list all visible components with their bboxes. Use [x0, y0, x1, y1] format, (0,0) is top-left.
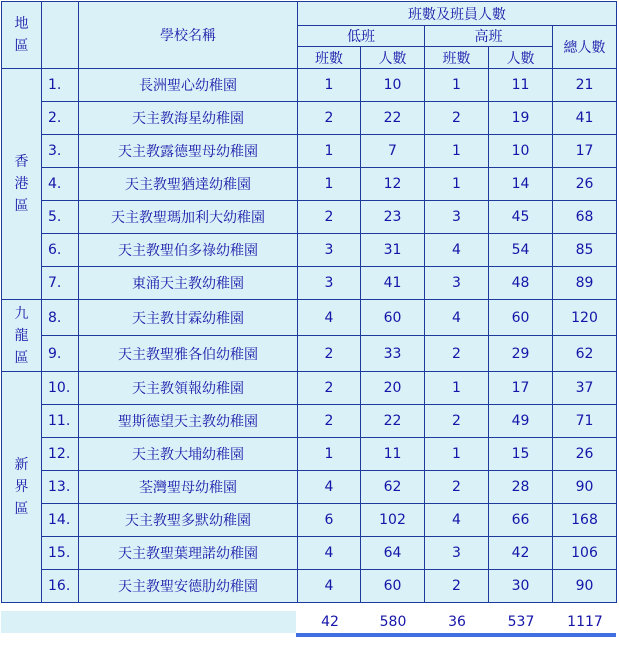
- row-number: 11.: [42, 405, 79, 438]
- row-number: 9.: [42, 336, 79, 372]
- table-row: [2, 135, 617, 168]
- region-cell: 九 龍 區: [2, 300, 42, 372]
- low-students: 20: [361, 372, 425, 405]
- high-students: 17: [489, 372, 553, 405]
- row-number: 10.: [42, 372, 79, 405]
- high-students: 42: [489, 537, 553, 570]
- row-number: 6.: [42, 234, 79, 267]
- low-classes: 2: [298, 405, 361, 438]
- table-row: [2, 234, 617, 267]
- high-classes: 1: [425, 372, 489, 405]
- school-name-header: 學校名稱: [79, 2, 298, 69]
- low-students: 62: [361, 471, 425, 504]
- table-row: [2, 471, 617, 504]
- region-cell: 新 界 區: [2, 372, 42, 603]
- low-classes: 4: [298, 300, 361, 336]
- row-number: 3.: [42, 135, 79, 168]
- low-classes: 1: [298, 168, 361, 201]
- low-classes: 3: [298, 267, 361, 300]
- total-students: 90: [553, 570, 617, 603]
- low-classes: 1: [298, 135, 361, 168]
- total-students: 85: [553, 234, 617, 267]
- table-row: [2, 537, 617, 570]
- low-students: 22: [361, 102, 425, 135]
- region-cell: 香 港 區: [2, 69, 42, 300]
- low-students: 7: [361, 135, 425, 168]
- total-students: 62: [553, 336, 617, 372]
- low-classes: 2: [298, 201, 361, 234]
- total-students: 120: [553, 300, 617, 336]
- totals-row: [298, 611, 616, 633]
- grand-total: 1117: [567, 614, 603, 630]
- table-row: [2, 405, 617, 438]
- row-number: 5.: [42, 201, 79, 234]
- total-students: 26: [553, 438, 617, 471]
- bottom-accent-bar: [296, 633, 616, 637]
- school-name: 天主教聖雅各伯幼稚園: [79, 336, 298, 372]
- kindergarten-table: [1, 1, 617, 603]
- low-classes: 6: [298, 504, 361, 537]
- table-row: [2, 300, 617, 336]
- total-students: 90: [553, 471, 617, 504]
- school-name: 天主教海星幼稚園: [79, 102, 298, 135]
- high-classes: 1: [425, 168, 489, 201]
- upper-student-count-header: 人數: [489, 47, 553, 69]
- row-number-header: [42, 2, 79, 69]
- high-classes: 1: [425, 135, 489, 168]
- high-classes: 4: [425, 504, 489, 537]
- low-students: 64: [361, 537, 425, 570]
- high-students: 29: [489, 336, 553, 372]
- table-row: [2, 372, 617, 405]
- table-row: [2, 267, 617, 300]
- low-students: 12: [361, 168, 425, 201]
- school-name: 天主教聖多默幼稚園: [79, 504, 298, 537]
- high-classes: 3: [425, 201, 489, 234]
- total-students: 37: [553, 372, 617, 405]
- low-students: 41: [361, 267, 425, 300]
- total-low-students: 580: [379, 614, 407, 630]
- total-students: 89: [553, 267, 617, 300]
- school-name: 東涌天主教幼稚園: [79, 267, 298, 300]
- high-students: 10: [489, 135, 553, 168]
- region-header: 地 區: [2, 2, 42, 69]
- high-students: 30: [489, 570, 553, 603]
- low-students: 102: [361, 504, 425, 537]
- classes-and-students-header: 班數及班員人數: [298, 2, 617, 26]
- school-name: 天主教聖葉理諾幼稚園: [79, 537, 298, 570]
- total-high-students: 537: [507, 614, 535, 630]
- low-classes: 2: [298, 372, 361, 405]
- table-body: [2, 69, 617, 603]
- high-classes: 1: [425, 69, 489, 102]
- high-students: 28: [489, 471, 553, 504]
- row-number: 8.: [42, 300, 79, 336]
- high-students: 11: [489, 69, 553, 102]
- total-students: 168: [553, 504, 617, 537]
- low-students: 60: [361, 300, 425, 336]
- low-students: 60: [361, 570, 425, 603]
- row-number: 1.: [42, 69, 79, 102]
- school-name: 天主教大埔幼稚園: [79, 438, 298, 471]
- table-row: [2, 438, 617, 471]
- totals-blank-strip: [1, 611, 296, 633]
- school-name: 天主教聖安德肋幼稚園: [79, 570, 298, 603]
- total-students-header: 總人數: [553, 26, 617, 69]
- table-row: [2, 336, 617, 372]
- table-row: [2, 168, 617, 201]
- low-students: 22: [361, 405, 425, 438]
- total-students: 26: [553, 168, 617, 201]
- table-row: [2, 504, 617, 537]
- row-number: 7.: [42, 267, 79, 300]
- high-classes: 3: [425, 267, 489, 300]
- high-students: 49: [489, 405, 553, 438]
- table-row: [2, 102, 617, 135]
- row-number: 13.: [42, 471, 79, 504]
- high-students: 19: [489, 102, 553, 135]
- total-students: 106: [553, 537, 617, 570]
- row-number: 12.: [42, 438, 79, 471]
- low-classes: 1: [298, 438, 361, 471]
- high-classes: 2: [425, 102, 489, 135]
- total-students: 17: [553, 135, 617, 168]
- total-students: 71: [553, 405, 617, 438]
- school-name: 天主教聖瑪加利大幼稚園: [79, 201, 298, 234]
- row-number: 16.: [42, 570, 79, 603]
- total-high-classes: 36: [448, 614, 466, 630]
- row-number: 2.: [42, 102, 79, 135]
- row-number: 14.: [42, 504, 79, 537]
- school-name: 天主教聖伯多祿幼稚園: [79, 234, 298, 267]
- school-name: 長洲聖心幼稚園: [79, 69, 298, 102]
- low-students: 10: [361, 69, 425, 102]
- high-classes: 1: [425, 438, 489, 471]
- low-classes: 2: [298, 102, 361, 135]
- table-row: [2, 69, 617, 102]
- low-students: 11: [361, 438, 425, 471]
- high-students: 14: [489, 168, 553, 201]
- low-classes: 3: [298, 234, 361, 267]
- high-classes: 2: [425, 405, 489, 438]
- low-students: 31: [361, 234, 425, 267]
- school-name: 天主教甘霖幼稚園: [79, 300, 298, 336]
- total-students: 21: [553, 69, 617, 102]
- total-students: 68: [553, 201, 617, 234]
- school-name: 天主教領報幼稚園: [79, 372, 298, 405]
- low-classes: 4: [298, 537, 361, 570]
- lower-class-count-header: 班數: [298, 47, 361, 69]
- high-students: 54: [489, 234, 553, 267]
- school-name: 聖斯德望天主教幼稚園: [79, 405, 298, 438]
- low-classes: 4: [298, 570, 361, 603]
- low-students: 23: [361, 201, 425, 234]
- low-classes: 1: [298, 69, 361, 102]
- high-classes: 3: [425, 537, 489, 570]
- row-number: 15.: [42, 537, 79, 570]
- high-classes: 4: [425, 234, 489, 267]
- school-name: 天主教聖猶達幼稚園: [79, 168, 298, 201]
- total-students: 41: [553, 102, 617, 135]
- school-name: 荃灣聖母幼稚園: [79, 471, 298, 504]
- upper-class-count-header: 班數: [425, 47, 489, 69]
- total-low-classes: 42: [321, 614, 339, 630]
- table-header: [2, 2, 617, 69]
- high-students: 60: [489, 300, 553, 336]
- school-name: 天主教露德聖母幼稚園: [79, 135, 298, 168]
- lower-student-count-header: 人數: [361, 47, 425, 69]
- high-classes: 2: [425, 336, 489, 372]
- high-students: 66: [489, 504, 553, 537]
- upper-class-header: 高班: [425, 26, 553, 47]
- high-students: 15: [489, 438, 553, 471]
- row-number: 4.: [42, 168, 79, 201]
- high-students: 45: [489, 201, 553, 234]
- low-classes: 2: [298, 336, 361, 372]
- high-classes: 2: [425, 570, 489, 603]
- high-classes: 2: [425, 471, 489, 504]
- high-classes: 4: [425, 300, 489, 336]
- high-students: 48: [489, 267, 553, 300]
- table-row: [2, 201, 617, 234]
- lower-class-header: 低班: [298, 26, 425, 47]
- table-row: [2, 570, 617, 603]
- low-classes: 4: [298, 471, 361, 504]
- low-students: 33: [361, 336, 425, 372]
